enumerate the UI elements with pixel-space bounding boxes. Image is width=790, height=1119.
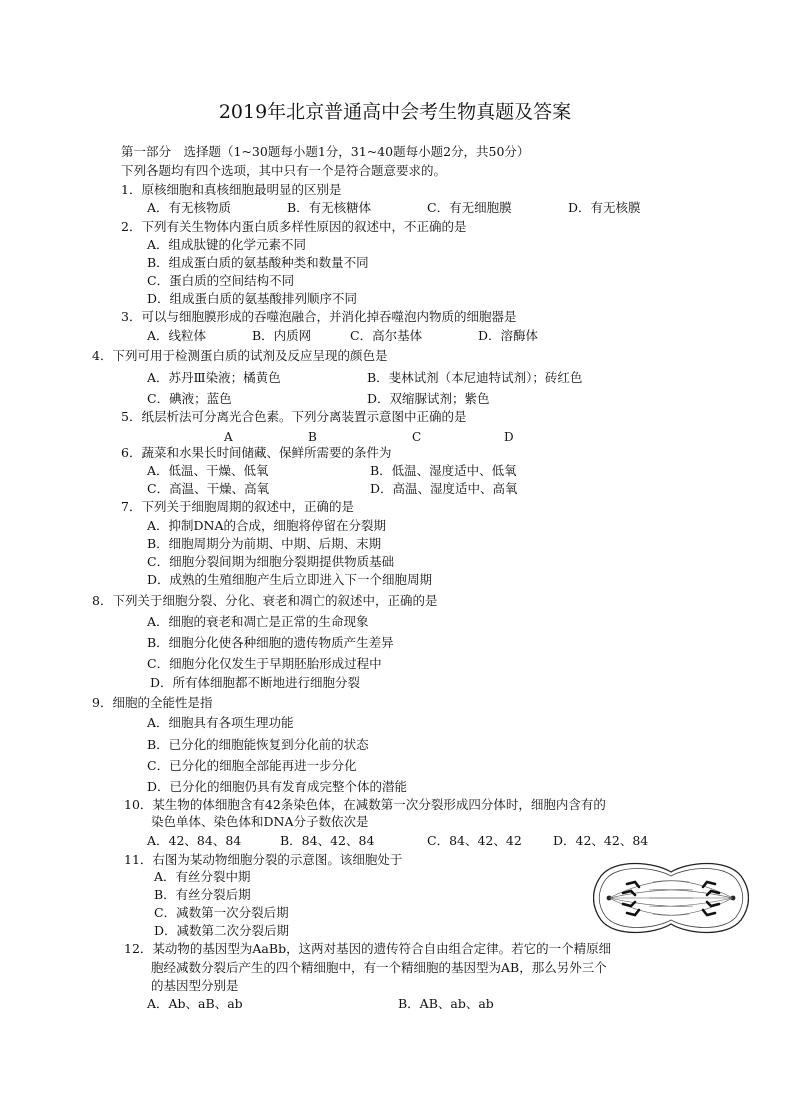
q5-label-a: A [224, 430, 233, 444]
q7-option-a: A．抑制DNA的合成，细胞将停留在分裂期 [147, 518, 387, 533]
q6-option-a: A．低温、干燥、低氧 [147, 463, 269, 478]
cell-division-diagram [593, 860, 749, 936]
q5-label-d: D [504, 430, 514, 444]
q1-option-b: B．有无核糖体 [287, 200, 372, 215]
question-12-stem-line2: 胞经减数分裂后产生的四个精细胞中，有一个精细胞的基因型为AB，那么另外三个 [151, 960, 607, 975]
q6-option-c: C．高温、干燥、高氧 [147, 481, 270, 496]
q10-option-d: D．42、42、84 [553, 833, 649, 848]
q8-option-a: A．细胞的衰老和凋亡是正常的生命现象 [147, 614, 369, 629]
q10-option-a: A．42、84、84 [147, 833, 242, 848]
question-6-stem: 6．蔬菜和水果长时间储藏、保鲜所需要的条件为 [121, 445, 392, 460]
question-3-stem: 3．可以与细胞膜形成的吞噬泡融合，并消化掉吞噬泡内物质的细胞器是 [121, 309, 517, 324]
question-10-stem-line2: 染色单体、染色体和DNA分子数依次是 [151, 814, 369, 829]
q3-option-b: B．内质网 [252, 328, 312, 343]
q4-option-c: C．碘液；蓝色 [147, 391, 232, 406]
question-9-stem: 9．细胞的全能性是指 [92, 695, 213, 710]
q7-option-d: D．成熟的生殖细胞产生后立即进入下一个细胞周期 [147, 572, 433, 587]
q2-option-d: D．组成蛋白质的氨基酸排列顺序不同 [147, 291, 358, 306]
question-1-stem: 1．原核细胞和真核细胞最明显的区别是 [121, 182, 342, 197]
question-4-stem: 4．下列可用于检测蛋白质的试剂及反应呈现的颜色是 [92, 348, 388, 363]
q11-option-a: A．有丝分裂中期 [154, 869, 251, 884]
question-7-stem: 7．下列关于细胞周期的叙述中，正确的是 [121, 499, 354, 514]
question-8-stem: 8．下列关于细胞分裂、分化、衰老和凋亡的叙述中，正确的是 [92, 593, 438, 608]
q9-option-a: A．细胞具有各项生理功能 [147, 715, 294, 730]
q1-option-d: D．有无核膜 [568, 200, 641, 215]
q4-option-a: A．苏丹Ⅲ染液；橘黄色 [147, 370, 281, 385]
q5-label-c: C [412, 430, 422, 444]
question-5-stem: 5．纸层析法可分离光合色素。下列分离装置示意图中正确的是 [121, 409, 467, 424]
q1-option-c: C．有无细胞膜 [427, 200, 512, 215]
q3-option-a: A．线粒体 [147, 328, 207, 343]
q2-option-b: B．组成蛋白质的氨基酸种类和数量不同 [147, 255, 369, 270]
q8-option-b: B．细胞分化使各种细胞的遗传物质产生差异 [147, 635, 394, 650]
q9-option-d: D．已分化的细胞仍具有发育成完整个体的潜能 [147, 779, 408, 794]
q2-option-a: A．组成肽键的化学元素不同 [147, 237, 307, 252]
part1-instruction: 下列各题均有四个选项，其中只有一个是符合题意要求的。 [121, 163, 447, 178]
part1-heading: 第一部分 选择题（1~30题每小题1分，31~40题每小题2分，共50分） [121, 144, 530, 159]
q4-option-d: D．双缩脲试剂；紫色 [367, 391, 490, 406]
question-12-stem-line3: 的基因型分别是 [151, 978, 239, 993]
q12-option-a: A．Ab、aB、ab [147, 996, 243, 1011]
q4-option-b: B．斐林试剂（本尼迪特试剂）；砖红色 [367, 370, 583, 385]
q2-option-c: C．蛋白质的空间结构不同 [147, 273, 295, 288]
q11-option-d: D．减数第二次分裂后期 [154, 923, 290, 938]
question-12-stem-line1: 12．某动物的基因型为AaBb，这两对基因的遗传符合自由组合定律。若它的一个精原细 [124, 941, 612, 956]
page-title: 2019年北京普通高中会考生物真题及答案 [218, 101, 572, 123]
question-11-stem: 11．右图为某动物细胞分裂的示意图。该细胞处于 [124, 852, 403, 867]
q7-option-b: B．细胞周期分为前期、中期、后期、末期 [147, 536, 382, 551]
q12-option-b: B．AB、ab、ab [398, 996, 494, 1011]
q6-option-d: D．高温、湿度适中、高氧 [370, 481, 518, 496]
q3-option-c: C．高尔基体 [350, 328, 423, 343]
spindle-fibers [609, 881, 733, 916]
q10-option-b: B．84、42、84 [280, 833, 375, 848]
q3-option-d: D．溶酶体 [478, 328, 539, 343]
q11-option-c: C．减数第一次分裂后期 [154, 905, 289, 920]
q7-option-c: C．细胞分裂间期为细胞分裂期提供物质基础 [147, 554, 395, 569]
question-10-stem-line1: 10．某生物的体细胞含有42条染色体，在减数第一次分裂形成四分体时，细胞内含有的 [124, 797, 606, 812]
q9-option-c: C．已分化的细胞全部能再进一步分化 [147, 758, 357, 773]
q10-option-c: C．84、42、42 [427, 833, 522, 848]
q11-option-b: B．有丝分裂后期 [154, 887, 251, 902]
q5-label-b: B [308, 430, 317, 444]
q8-option-c: C．细胞分化仅发生于早期胚胎形成过程中 [147, 656, 382, 671]
q6-option-b: B．低温、湿度适中、低氧 [370, 463, 517, 478]
question-2-stem: 2．下列有关生物体内蛋白质多样性原因的叙述中，不正确的是 [121, 219, 467, 234]
q8-option-d: D．所有体细胞都不断地进行细胞分裂 [150, 675, 361, 690]
q9-option-b: B．已分化的细胞能恢复到分化前的状态 [147, 737, 369, 752]
q1-option-a: A．有无核物质 [147, 200, 232, 215]
